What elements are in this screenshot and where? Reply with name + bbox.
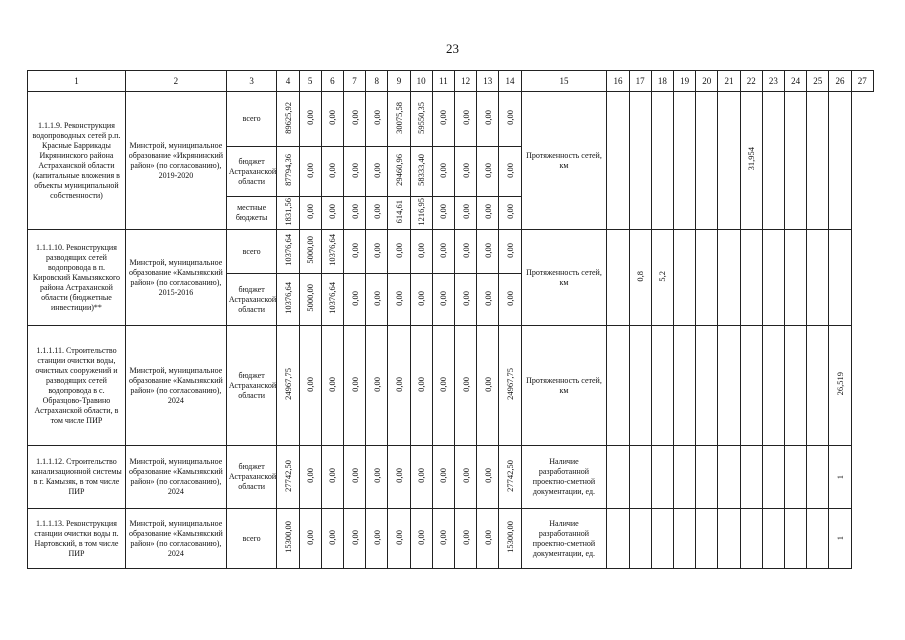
column-header: 25 [807,71,829,92]
amount-value-cell [299,147,321,197]
column-header: 19 [673,71,695,92]
indicator: Наличие разработанной проектно-сметной документации, ед. [521,446,607,509]
amount-value: 0,00 [482,242,493,258]
amount-value-cell [388,274,410,326]
column-header: 11 [432,71,454,92]
amount-value-cell [432,92,454,147]
amount-value: 0,00 [460,242,471,258]
amount-value: 29460,96 [393,154,404,186]
target-value-cell [807,230,829,326]
target-value-cell [696,230,718,326]
executor: Минстрой, муниципальное образование «Камызякский район» (по согласованию), 2024 [125,326,226,446]
amount-value: 5000,00 [305,284,316,312]
amount-value: 0,00 [460,162,471,178]
target-value-cell [718,326,740,446]
amount-value: 0,00 [504,204,515,219]
amount-value-cell [454,509,476,569]
amount-value: 0,00 [460,468,471,483]
column-header: 27 [851,71,873,92]
amount-value-cell [477,230,499,274]
column-header: 2 [125,71,226,92]
amount-value: 0,00 [327,204,338,219]
funding-source: всего [226,230,276,274]
target-value-cell [762,92,784,230]
column-header: 16 [607,71,629,92]
target-value-cell [607,509,629,569]
amount-value: 0,00 [482,110,493,125]
amount-value-cell [366,274,388,326]
amount-value: 0,00 [438,468,449,483]
amount-value: 0,00 [460,376,471,392]
amount-value: 1216,95 [416,197,427,226]
column-header: 12 [454,71,476,92]
target-value-cell [718,92,740,230]
target-value-cell [607,230,629,326]
amount-value: 0,00 [460,204,471,219]
amount-value-cell [299,446,321,509]
amount-value: 0,00 [371,162,382,178]
amount-value: 27742,50 [504,459,515,492]
target-value-cell [673,92,695,230]
target-value-cell [651,92,673,230]
amount-value-cell [321,230,343,274]
amount-value-cell [477,147,499,197]
amount-value: 1831,56 [282,197,293,226]
target-value-cell [740,326,762,446]
amount-value: 0,00 [438,242,449,258]
amount-value-cell [277,230,299,274]
amount-value: 58333,40 [416,154,427,186]
amount-value: 0,00 [504,290,515,306]
program-table [27,70,874,569]
amount-value-cell [388,509,410,569]
amount-value: 0,00 [349,204,360,219]
amount-value-cell [432,326,454,446]
column-header: 10 [410,71,432,92]
amount-value-cell [432,274,454,326]
target-value-cell [607,446,629,509]
amount-value-cell [299,509,321,569]
target-value-cell [718,509,740,569]
activity-name: 1.1.1.10. Реконструкция разводящих сетей водопровода в п. Кировский Камызякского района Астраханской области (бюджетные инвестиции)** [28,230,126,326]
amount-value-cell [321,92,343,147]
amount-value-cell [321,446,343,509]
amount-value: 0,00 [371,204,382,219]
table-row [28,326,874,446]
amount-value: 0,00 [438,204,449,219]
amount-value-cell [477,509,499,569]
target-value-cell [696,509,718,569]
target-value: 1 [835,536,845,541]
column-header: 20 [696,71,718,92]
amount-value-cell [432,230,454,274]
amount-value: 0,00 [349,242,360,258]
target-value-cell [629,509,651,569]
amount-value: 0,00 [482,468,493,483]
amount-value: 0,00 [460,110,471,125]
amount-value-cell [454,147,476,197]
column-header: 6 [321,71,343,92]
target-value-cell [785,326,807,446]
amount-value-cell [477,197,499,230]
target-value-cell [696,92,718,230]
target-value-cell [651,446,673,509]
amount-value: 10376,64 [327,234,338,266]
target-value-cell [762,230,784,326]
amount-value-cell [366,446,388,509]
amount-value: 0,00 [393,376,404,392]
amount-value-cell [388,230,410,274]
amount-value: 0,00 [371,290,382,306]
amount-value-cell [410,274,432,326]
amount-value-cell [432,446,454,509]
amount-value: 0,00 [305,162,316,178]
column-header: 26 [829,71,851,92]
funding-source: бюджет Астраханской области [226,274,276,326]
target-value-cell [740,446,762,509]
amount-value-cell [321,509,343,569]
target-value-cell [829,92,851,230]
amount-value: 0,00 [349,529,360,545]
amount-value-cell [410,446,432,509]
column-header: 21 [718,71,740,92]
target-value-cell [785,230,807,326]
amount-value: 0,00 [460,529,471,545]
amount-value-cell [299,230,321,274]
amount-value: 0,00 [349,290,360,306]
amount-value-cell [410,509,432,569]
amount-value-cell [454,230,476,274]
column-header: 23 [762,71,784,92]
funding-source: всего [226,509,276,569]
amount-value: 0,00 [504,110,515,125]
amount-value-cell [477,92,499,147]
amount-value-cell [321,197,343,230]
target-value-cell [762,326,784,446]
amount-value-cell [366,197,388,230]
target-value-cell [807,446,829,509]
amount-value-cell [366,147,388,197]
target-value-cell [651,230,673,326]
target-value-cell [673,326,695,446]
funding-source: бюджет Астраханской области [226,326,276,446]
amount-value-cell [299,92,321,147]
target-value: 26,519 [835,372,845,396]
amount-value-cell [477,446,499,509]
amount-value: 89625,92 [282,101,293,134]
target-value-cell [629,446,651,509]
amount-value-cell [343,197,365,230]
amount-value: 0,00 [438,529,449,545]
amount-value-cell [343,230,365,274]
amount-value-cell [277,274,299,326]
amount-value: 0,00 [416,529,427,545]
amount-value-cell [343,326,365,446]
target-value-cell [696,326,718,446]
amount-value: 0,00 [305,376,316,392]
target-value-cell [740,509,762,569]
amount-value: 0,00 [371,376,382,392]
table-row [28,230,874,274]
page-number: 23 [446,41,459,56]
amount-value: 0,00 [327,529,338,545]
amount-value: 0,00 [416,376,427,392]
amount-value-cell [410,92,432,147]
table-row [28,92,874,147]
amount-value-cell [410,147,432,197]
amount-value-cell [299,326,321,446]
amount-value: 0,00 [504,162,515,178]
target-value-cell [629,326,651,446]
executor: Минстрой, муниципальное образование «Камызякский район» (по согласованию), 2015-2016 [125,230,226,326]
amount-value-cell [454,274,476,326]
activity-name: 1.1.1.12. Строительство канализационной системы в г. Камызяк, в том числе ПИР [28,446,126,509]
target-value-cell [829,446,851,509]
amount-value-cell [321,326,343,446]
target-value-cell [829,326,851,446]
target-value-cell [607,326,629,446]
amount-value: 0,00 [393,529,404,545]
amount-value-cell [366,230,388,274]
target-value-cell [807,326,829,446]
target-value-cell [829,230,851,326]
amount-value-cell [388,92,410,147]
amount-value: 0,00 [349,110,360,125]
amount-value-cell [454,446,476,509]
amount-value: 59550,35 [416,101,427,134]
amount-value-cell [388,147,410,197]
amount-value: 24967,75 [282,368,293,400]
amount-value: 0,00 [438,376,449,392]
amount-value-cell [321,274,343,326]
amount-value-cell [277,147,299,197]
target-value-cell [607,92,629,230]
amount-value-cell [366,92,388,147]
amount-value: 0,00 [349,162,360,178]
target-value-cell [762,509,784,569]
amount-value: 30075,58 [393,101,404,134]
column-header: 7 [343,71,365,92]
amount-value-cell [388,446,410,509]
amount-value-cell [410,197,432,230]
amount-value-cell [343,446,365,509]
amount-value-cell [299,197,321,230]
amount-value: 0,00 [438,110,449,125]
amount-value: 0,00 [371,242,382,258]
executor: Минстрой, муниципальное образование «Камызякский район» (по согласованию), 2024 [125,446,226,509]
column-header: 13 [477,71,499,92]
target-value-cell [651,326,673,446]
amount-value: 0,00 [438,162,449,178]
indicator: Наличие разработанной проектно-сметной документации, ед. [521,509,607,569]
amount-value: 0,00 [305,468,316,483]
amount-value: 10376,64 [327,282,338,314]
amount-value: 0,00 [327,468,338,483]
activity-name: 1.1.1.13. Реконструкция станции очистки воды п. Нартовский, в том числе ПИР [28,509,126,569]
amount-value-cell [410,326,432,446]
amount-value-cell [321,147,343,197]
amount-value: 0,00 [482,204,493,219]
amount-value-cell [499,147,521,197]
amount-value: 0,00 [482,376,493,392]
amount-value-cell [299,274,321,326]
amount-value-cell [477,326,499,446]
amount-value-cell [343,92,365,147]
amount-value: 15300,00 [504,521,515,553]
amount-value-cell [277,326,299,446]
target-value-cell [629,92,651,230]
indicator: Протяженность сетей, км [521,92,607,230]
target-value-cell [718,230,740,326]
amount-value: 0,00 [327,162,338,178]
amount-value-cell [454,92,476,147]
target-value-cell [740,230,762,326]
amount-value-cell [432,147,454,197]
amount-value: 0,00 [482,162,493,178]
amount-value-cell [366,509,388,569]
amount-value: 0,00 [416,468,427,483]
amount-value-cell [432,197,454,230]
amount-value: 24967,75 [504,368,515,400]
amount-value: 0,00 [327,110,338,125]
column-header: 15 [521,71,607,92]
target-value-cell [785,509,807,569]
column-header: 9 [388,71,410,92]
amount-value: 27742,50 [282,459,293,492]
target-value-cell [740,92,762,230]
funding-source: всего [226,92,276,147]
target-value: 5,2 [657,270,668,282]
amount-value: 614,61 [393,199,404,224]
target-value-cell [673,230,695,326]
funding-source: местные бюджеты [226,197,276,230]
amount-value: 0,00 [393,242,404,258]
amount-value-cell [277,197,299,230]
amount-value: 0,00 [305,110,316,125]
funding-source: бюджет Астраханской области [226,446,276,509]
amount-value: 0,00 [327,376,338,392]
amount-value: 0,00 [482,290,493,306]
amount-value-cell [454,326,476,446]
activity-name: 1.1.1.9. Реконструкция водопроводных сетей р.п. Красные Баррикады Икрянинского района Астраханской области (капитальные вложения в объекты муниципальной собственности) [28,92,126,230]
target-value-cell [718,446,740,509]
amount-value-cell [410,230,432,274]
amount-value: 15300,00 [282,521,293,553]
target-value-cell [807,92,829,230]
amount-value: 0,00 [482,529,493,545]
amount-value: 0,00 [393,290,404,306]
column-header: 24 [785,71,807,92]
amount-value-cell [343,147,365,197]
amount-value: 87794,36 [282,154,293,186]
target-value-cell [785,92,807,230]
column-header: 14 [499,71,521,92]
amount-value-cell [277,92,299,147]
activity-name: 1.1.1.11. Строительство станции очистки воды, очистных сооружений и разводящих сетей водопровода в с. Образцово-Травино Астраханской области, в том числе ПИР [28,326,126,446]
table-row [28,509,874,569]
indicator: Протяженность сетей, км [521,230,607,326]
amount-value-cell [499,92,521,147]
column-header: 22 [740,71,762,92]
amount-value-cell [388,197,410,230]
amount-value-cell [277,509,299,569]
amount-value-cell [343,509,365,569]
amount-value: 0,00 [371,110,382,125]
amount-value-cell [277,446,299,509]
target-value-cell [651,509,673,569]
amount-value-cell [499,326,521,446]
target-value-cell [673,509,695,569]
amount-value-cell [388,326,410,446]
target-value: 31,954 [746,147,757,171]
amount-value: 0,00 [349,376,360,392]
target-value-cell [629,230,651,326]
target-value-cell [673,446,695,509]
column-header: 4 [277,71,299,92]
column-header: 8 [366,71,388,92]
executor: Минстрой, муниципальное образование «Камызякский район» (по согласованию), 2024 [125,509,226,569]
target-value-cell [807,509,829,569]
amount-value: 0,00 [349,468,360,483]
amount-value: 0,00 [416,242,427,258]
column-header: 5 [299,71,321,92]
target-value: 0,8 [635,270,646,282]
table-row [28,446,874,509]
target-value-cell [762,446,784,509]
target-value: 1 [835,474,845,479]
amount-value: 0,00 [305,204,316,219]
amount-value-cell [499,230,521,274]
amount-value: 0,00 [438,290,449,306]
amount-value-cell [477,274,499,326]
amount-value-cell [366,326,388,446]
amount-value: 0,00 [305,529,316,545]
amount-value-cell [499,197,521,230]
amount-value-cell [343,274,365,326]
executor: Минстрой, муниципальное образование «Икрянинский район» (по согласованию), 2019-2020 [125,92,226,230]
amount-value-cell [499,509,521,569]
amount-value-cell [454,197,476,230]
amount-value-cell [499,274,521,326]
amount-value: 0,00 [371,529,382,545]
amount-value: 0,00 [416,290,427,306]
indicator: Протяженность сетей, км [521,326,607,446]
funding-source: бюджет Астраханской области [226,147,276,197]
target-value-cell [829,509,851,569]
amount-value-cell [499,446,521,509]
header-row [28,71,874,92]
target-value-cell [696,446,718,509]
amount-value: 0,00 [460,290,471,306]
amount-value-cell [432,509,454,569]
amount-value: 5000,00 [305,236,316,264]
column-header: 3 [226,71,276,92]
amount-value: 10376,64 [282,282,293,314]
amount-value: 10376,64 [282,234,293,266]
column-header: 18 [651,71,673,92]
target-value-cell [785,446,807,509]
amount-value: 0,00 [504,242,515,258]
column-header: 1 [28,71,126,92]
column-header: 17 [629,71,651,92]
amount-value: 0,00 [371,468,382,483]
amount-value: 0,00 [393,468,404,483]
